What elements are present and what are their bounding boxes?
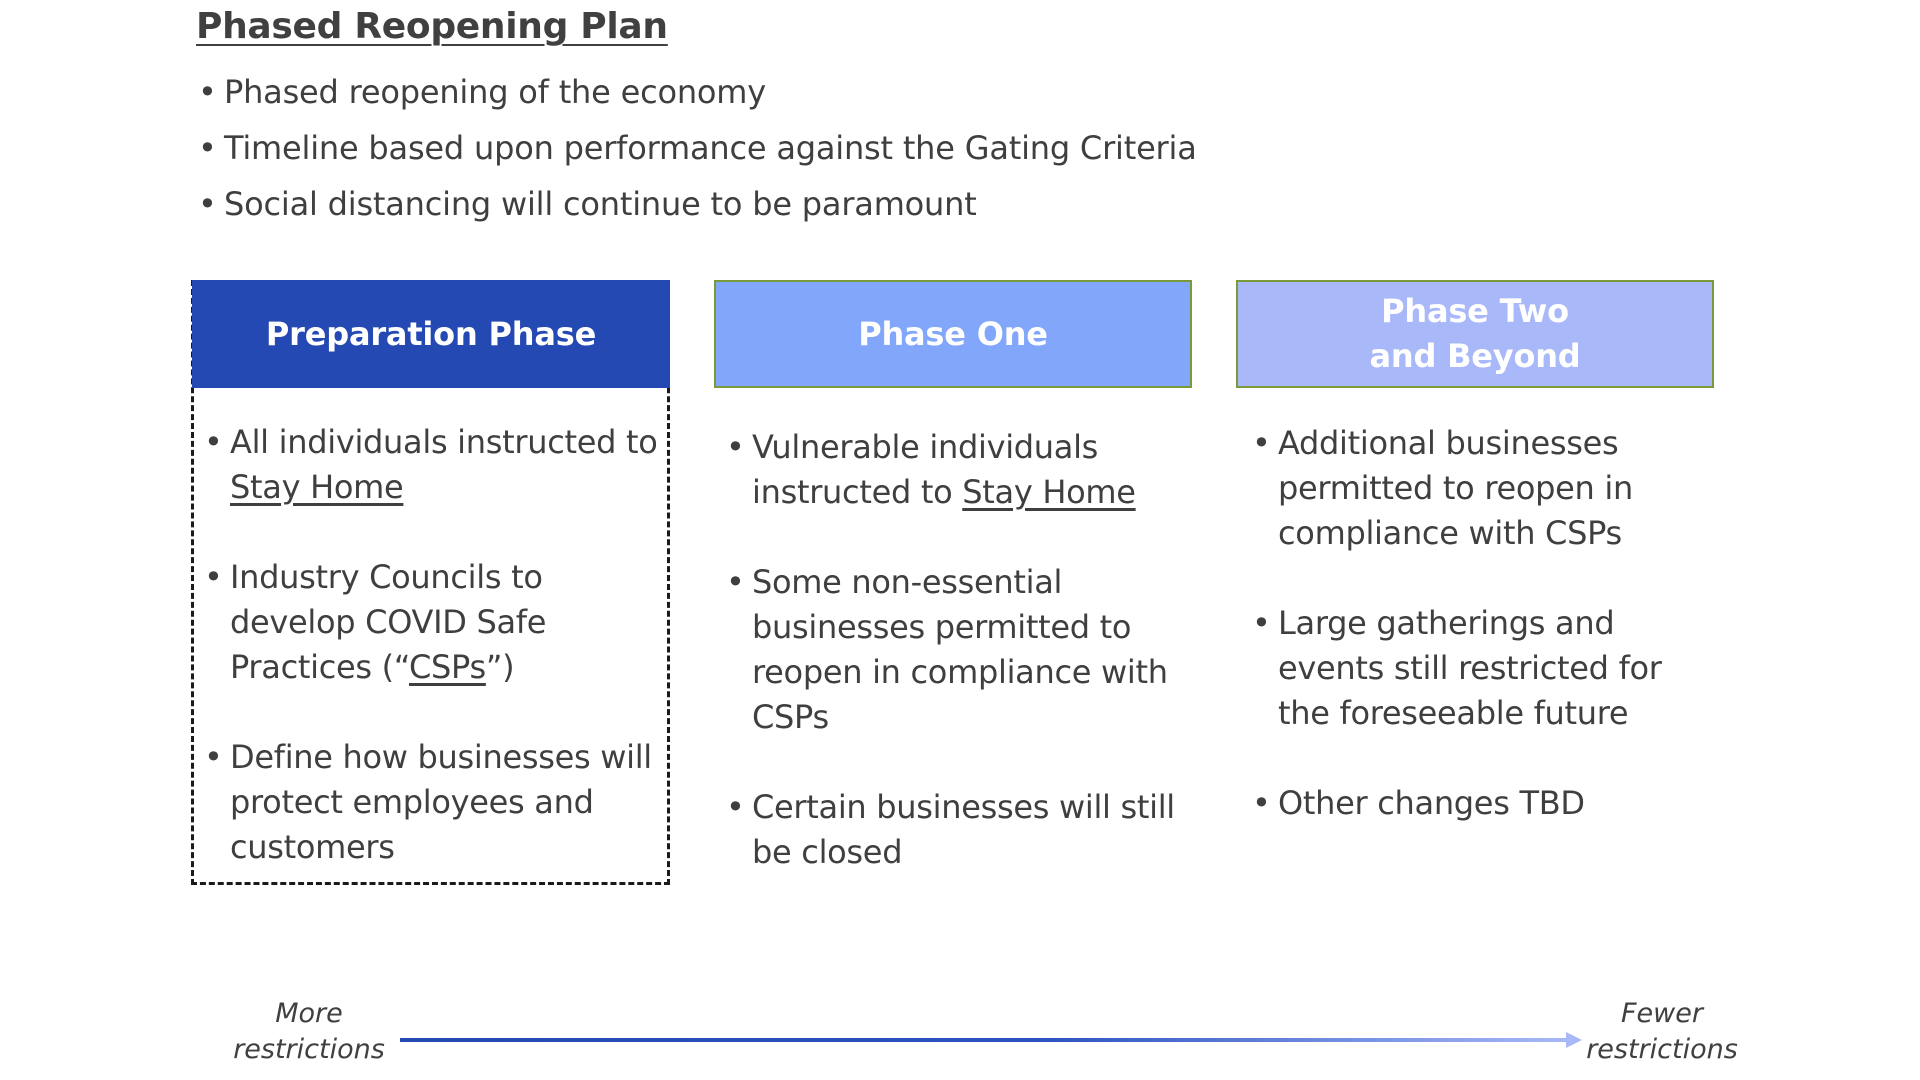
- preparation-phase-title: Preparation Phase: [265, 314, 597, 353]
- more-restrictions-label: More restrictions: [233, 998, 385, 1065]
- arrow-head: [1566, 1032, 1582, 1048]
- phase-bullet: • All individuals instructed to Stay Home: [202, 420, 662, 510]
- phase-one-title: Phase One: [858, 314, 1048, 353]
- phase-bullet: • Certain businesses will still be closed: [724, 785, 1184, 875]
- phase-two-bullets: [1250, 421, 1690, 871]
- phase-bullet: • Other changes TBD: [1250, 781, 1690, 826]
- fewer-restrictions-label: Fewer restrictions: [1586, 998, 1738, 1065]
- phase-bullet: • Additional businesses permitted to reopen in compliance with CSPs: [1250, 421, 1690, 556]
- preparation-phase-header: [192, 280, 670, 388]
- intro-bullet-list: [196, 64, 1197, 232]
- preparation-phase-bullets: [202, 420, 662, 915]
- intro-bullet: • Social distancing will continue to be paramount: [196, 176, 1197, 232]
- phase-one-header: [714, 280, 1192, 388]
- phase-bullet: • Define how businesses will protect employees and customers: [202, 735, 662, 870]
- slide-title: Phased Reopening Plan: [196, 6, 668, 47]
- restriction-gradient-arrow: [400, 1030, 1590, 1050]
- intro-bullet: • Timeline based upon performance against the Gating Criteria: [196, 120, 1197, 176]
- phase-two-header: [1236, 280, 1714, 388]
- phase-bullet: • Large gatherings and events still restricted for the foreseeable future: [1250, 601, 1690, 736]
- intro-bullet: • Phased reopening of the economy: [196, 64, 1197, 120]
- csps-link-text: CSPs: [408, 648, 486, 686]
- phase-bullet: • Industry Councils to develop COVID Safe Practices (“CSPs”): [202, 555, 662, 690]
- stay-home-link-text: Stay Home: [230, 468, 404, 506]
- phase-one-bullets: [724, 425, 1184, 920]
- phase-bullet: • Vulnerable individuals instructed to Stay Home: [724, 425, 1184, 515]
- stay-home-link-text: Stay Home: [962, 473, 1136, 511]
- phase-two-title-line1: Phase Two: [1381, 292, 1569, 330]
- arrow-shaft: [400, 1038, 1566, 1042]
- phase-two-title-line2: and Beyond: [1369, 337, 1581, 375]
- phase-bullet: • Some non-essential businesses permitted to reopen in compliance with CSPs: [724, 560, 1184, 740]
